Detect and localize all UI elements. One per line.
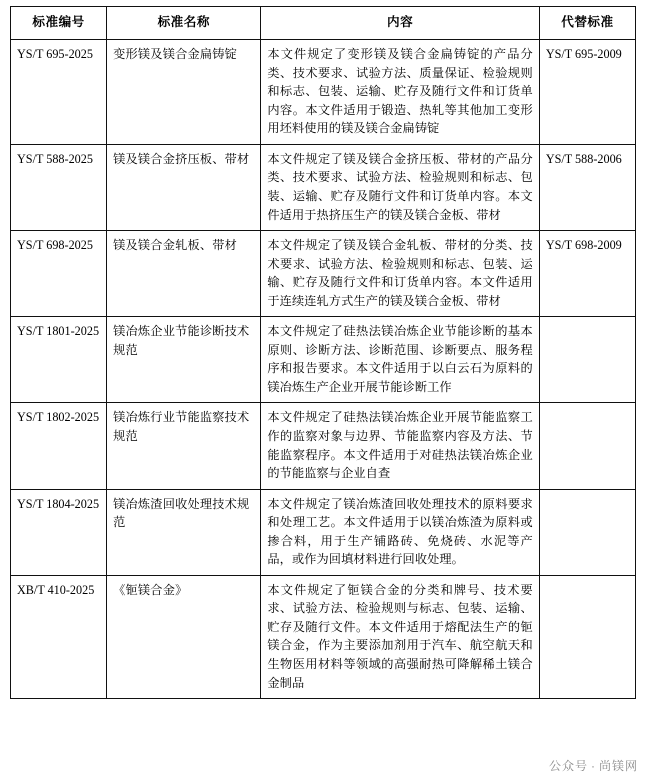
cell-standard-name: 《钷镁合金》 — [107, 575, 261, 698]
cell-replaced-standard: YS/T 698-2009 — [539, 231, 635, 317]
column-header-code: 标准编号 — [11, 7, 107, 40]
cell-standard-code: YS/T 1801-2025 — [11, 317, 107, 403]
table-header — [11, 7, 636, 40]
table-row — [11, 403, 636, 489]
cell-standard-name: 镁及镁合金轧板、带材 — [107, 231, 261, 317]
table-row — [11, 575, 636, 698]
standards-table — [10, 6, 636, 699]
cell-standard-content: 本文件规定了镁及镁合金挤压板、带材的产品分类、技术要求、试验方法、检验规则和标志、包装、运输、贮存及随行文件和订货单内容。本文件适用于热挤压生产的镁及镁合金板、带材 — [261, 144, 539, 230]
watermark-prefix: 公众号 — [548, 759, 588, 773]
cell-replaced-standard — [539, 575, 635, 698]
cell-replaced-standard — [539, 403, 635, 489]
table-row — [11, 317, 636, 403]
cell-standard-code: XB/T 410-2025 — [11, 575, 107, 698]
column-header-content: 内容 — [261, 7, 539, 40]
table-row — [11, 489, 636, 575]
table-row — [11, 40, 636, 145]
cell-standard-content: 本文件规定了变形镁及镁合金扁铸锭的产品分类、技术要求、试验方法、质量保证、检验规则和标志、包装、运输、贮存及随行文件和订货单内容。本文件适用于锻造、热轧等其他加工变形用坯料使用的镁及镁合金扁铸锭 — [261, 40, 539, 145]
cell-standard-code: YS/T 1802-2025 — [11, 403, 107, 489]
column-header-name: 标准名称 — [107, 7, 261, 40]
cell-standard-code: YS/T 588-2025 — [11, 144, 107, 230]
cell-standard-name: 变形镁及镁合金扁铸锭 — [107, 40, 261, 145]
cell-standard-content: 本文件规定了镁冶炼渣回收处理技术的原料要求和处理工艺。本文件适用于以镁冶炼渣为原料或掺合料，用于生产铺路砖、免烧砖、水泥等产品，或作为回填材料进行回收处理。 — [261, 489, 539, 575]
cell-standard-name: 镁及镁合金挤压板、带材 — [107, 144, 261, 230]
cell-replaced-standard: YS/T 695-2009 — [539, 40, 635, 145]
cell-standard-content: 本文件规定了硅热法镁冶炼企业开展节能监察工作的监察对象与边界、节能监察内容及方法、节能监察程序。本文件适用于对硅热法镁冶炼企业的节能监察与企业自查 — [261, 403, 539, 489]
cell-standard-code: YS/T 1804-2025 — [11, 489, 107, 575]
table-row — [11, 144, 636, 230]
cell-standard-name: 镁冶炼渣回收处理技术规范 — [107, 489, 261, 575]
column-header-replace: 代替标准 — [539, 7, 635, 40]
cell-standard-content: 本文件规定了镁及镁合金轧板、带材的分类、技术要求、试验方法、检验规则和标志、包装、运输、贮存及随行文件和订货单内容。本文件适用于连续连轧方式生产的镁及镁合金板、带材 — [261, 231, 539, 317]
watermark-name: 尚镁网 — [598, 759, 638, 773]
watermark — [549, 757, 638, 774]
table-row — [11, 231, 636, 317]
cell-replaced-standard: YS/T 588-2006 — [539, 144, 635, 230]
cell-replaced-standard — [539, 317, 635, 403]
cell-standard-content: 本文件规定了硅热法镁冶炼企业节能诊断的基本原则、诊断方法、诊断范围、诊断要点、服务程序和报告要求。本文件适用于以白云石为原料的镁冶炼生产企业开展节能诊断工作 — [261, 317, 539, 403]
standards-document — [10, 6, 636, 699]
table-header-row — [11, 7, 636, 40]
table-body — [11, 40, 636, 699]
watermark-dot: · — [590, 759, 596, 773]
cell-standard-name: 镁冶炼行业节能监察技术规范 — [107, 403, 261, 489]
cell-standard-name: 镁冶炼企业节能诊断技术规范 — [107, 317, 261, 403]
cell-standard-code: YS/T 695-2025 — [11, 40, 107, 145]
cell-replaced-standard — [539, 489, 635, 575]
cell-standard-code: YS/T 698-2025 — [11, 231, 107, 317]
cell-standard-content: 本文件规定了钷镁合金的分类和牌号、技术要求、试验方法、检验规则与标志、包装、运输、贮存及随行文件。本文件适用于熔配法生产的钷镁合金，作为主要添加剂用于汽车、航空航天和生物医用材料等领域的高强耐热可降解稀土镁合金制品 — [261, 575, 539, 698]
